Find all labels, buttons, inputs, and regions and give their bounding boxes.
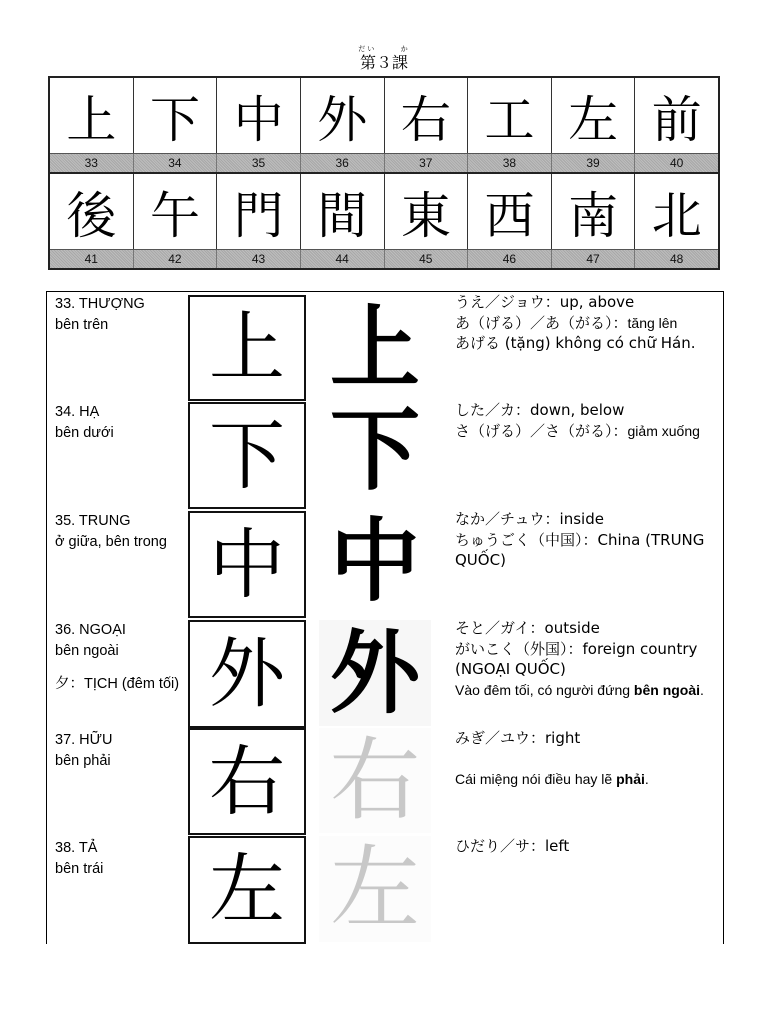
kanji-box: 上 [188, 295, 306, 401]
kanji-chart-row-1 [50, 78, 718, 172]
chart-number: 46 [467, 250, 551, 268]
entry-reading: 38. TẢ [55, 840, 98, 856]
entry-label [55, 402, 185, 444]
definition-prefix: あ（げる）／あ（がる）： [455, 313, 628, 332]
entry-reading: 37. HỮU [55, 732, 113, 748]
entry-label [55, 838, 185, 880]
chart-number: 33 [84, 156, 98, 170]
definition-line: ひだり／サ：left [455, 837, 570, 855]
entry-meaning-vn: bên dưới [55, 425, 114, 441]
chart-kanji: 前 [634, 78, 718, 153]
kanji-brush: 下 [330, 397, 420, 503]
definition-line: みぎ／ユウ：right [455, 729, 581, 747]
kanji-box: 下 [188, 402, 306, 509]
chart-kanji: 南 [551, 174, 635, 249]
definition-line: した／カ：down, below [455, 401, 625, 419]
entry-meaning-vn: bên ngoài [55, 643, 119, 659]
furigana-ka: か [400, 45, 410, 53]
entry-reading: 35. TRUNG [55, 513, 131, 529]
kanji-brush: 上 [330, 295, 420, 401]
chart-number: 34 [133, 154, 217, 172]
definition-text: giảm xuống [627, 422, 700, 439]
definition-text: tăng lên [627, 314, 678, 331]
chart-number: 36 [300, 154, 384, 172]
lesson-title: 第３課 [359, 53, 408, 72]
definition-prefix: さ（げる）／さ（がる）： [455, 421, 628, 440]
definition-line: うえ／ジョウ：up, above [455, 293, 635, 311]
chart-kanji: 中 [216, 78, 300, 153]
chart-kanji: 左 [551, 78, 635, 153]
kanji-detail-table [46, 291, 724, 944]
entry-row [47, 509, 723, 618]
entry-meaning-vn: bên trái [55, 861, 104, 877]
entry-meaning-vn: ở giữa, bên trong [55, 534, 167, 550]
chart-number: 37 [384, 154, 468, 172]
definition-note: あげる (tặng) không có chữ Hán. [455, 334, 696, 352]
chart-number: 43 [216, 250, 300, 268]
definition-line: なか／チュウ：inside [455, 510, 604, 528]
chart-kanji: 東 [384, 174, 468, 249]
entry-reading: 36. NGOẠI [55, 622, 126, 638]
chart-number: 40 [634, 154, 718, 172]
chart-kanji: 後 [66, 186, 117, 245]
chart-kanji: 下 [133, 78, 217, 153]
chart-number: 42 [133, 250, 217, 268]
chart-kanji: 西 [467, 174, 551, 249]
chart-number: 41 [84, 252, 98, 266]
entry-definition [455, 400, 717, 441]
entry-row [47, 397, 723, 509]
chart-kanji: 上 [66, 90, 117, 149]
kanji-chart [48, 76, 720, 270]
entry-label [55, 511, 185, 553]
kanji-box: 右 [188, 728, 306, 835]
entry-reading: 33. THƯỢNG [55, 296, 145, 312]
entry-row [47, 728, 723, 836]
chart-kanji: 外 [300, 78, 384, 153]
entry-row [47, 618, 723, 728]
definition-prefix: がいこく（外国）： [455, 639, 583, 658]
entry-meaning-vn: bên phải [55, 753, 111, 769]
mnemonic [455, 769, 717, 790]
entry-meaning-vn: bên trên [55, 317, 109, 333]
entry-row [47, 836, 723, 944]
kanji-brush: 中 [330, 508, 420, 614]
chart-number: 35 [216, 154, 300, 172]
furigana-dai: だい [358, 45, 377, 53]
mnemonic-emphasis: phải [616, 770, 645, 787]
entry-definition [455, 618, 717, 700]
entry-definition [455, 509, 717, 571]
mnemonic [455, 680, 717, 701]
chart-kanji: 工 [467, 78, 551, 153]
entry-reading: 34. HẠ [55, 404, 100, 420]
entry-row [47, 292, 723, 400]
chart-kanji: 北 [634, 174, 718, 249]
mnemonic-emphasis: bên ngoài [633, 681, 701, 698]
mnemonic-end: . [644, 770, 649, 787]
chart-number: 45 [384, 250, 468, 268]
chart-number: 48 [634, 250, 718, 268]
chart-kanji: 間 [300, 174, 384, 249]
entry-definition [455, 836, 717, 857]
mnemonic-text: Cái miệng nói điều hay lẽ [455, 770, 617, 787]
entry-definition [455, 292, 717, 354]
entry-label [55, 730, 185, 772]
entry-label [55, 294, 185, 336]
chart-kanji: 午 [133, 174, 217, 249]
definition-line: そと／ガイ：outside [455, 619, 600, 637]
chart-number: 39 [551, 154, 635, 172]
mnemonic-end: . [700, 681, 704, 698]
chart-number: 44 [300, 250, 384, 268]
kanji-box: 外 [188, 620, 306, 728]
kanji-box: 中 [188, 511, 306, 618]
chart-number: 47 [551, 250, 635, 268]
definition-text: China (TRUNG QUỐC) [455, 530, 705, 569]
kanji-chart-row-2 [50, 172, 718, 268]
kanji-brush: 右 [319, 728, 431, 833]
mnemonic-text: Vào đêm tối, có người đứng [455, 681, 634, 698]
definition-prefix: ちゅうごく（中国）： [455, 530, 598, 549]
chart-kanji: 門 [216, 174, 300, 249]
radical-note: 夕：TỊCH (đêm tối) [55, 676, 180, 692]
lesson-heading [0, 44, 768, 72]
entry-definition [455, 728, 717, 789]
definition-text: foreign country (NGOẠI QUỐC) [455, 639, 698, 678]
kanji-brush: 外 [319, 620, 431, 726]
chart-number: 38 [467, 154, 551, 172]
entry-label [55, 620, 185, 695]
kanji-box: 左 [188, 836, 306, 944]
kanji-brush: 左 [319, 836, 431, 942]
chart-kanji: 右 [384, 78, 468, 153]
